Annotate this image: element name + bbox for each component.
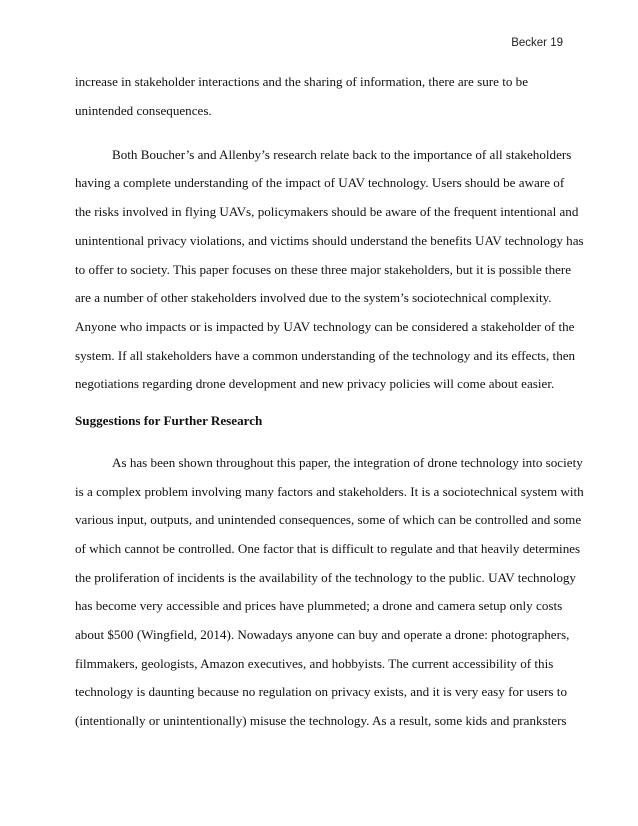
paragraph-3-line: (intentionally or unintentionally) misuse the technology. As a result, some kids and pranksters [75, 713, 567, 728]
section-heading: Suggestions for Further Research [75, 413, 263, 428]
paragraph-3-line: filmmakers, geologists, Amazon executives, and hobbyists. The current accessibility of this [75, 656, 554, 671]
paragraph-3-line: about $500 (Wingfield, 2014). Nowadays anyone can buy and operate a drone: photographers, [75, 627, 570, 642]
paragraph-2-line: negotiations regarding drone development and new privacy policies will come about easier. [75, 376, 555, 391]
paragraph-2-line: unintentional privacy violations, and victims should understand the benefits UAV technology has [75, 233, 584, 248]
paragraph-3-line: is a complex problem involving many factors and stakeholders. It is a sociotechnical system with [75, 484, 584, 499]
paragraph-3-line: As has been shown throughout this paper, the integration of drone technology into society [112, 455, 583, 470]
paragraph-2-line: to offer to society. This paper focuses on these three major stakeholders, but it is possible there [75, 262, 572, 277]
paragraph-3-line: various input, outputs, and unintended consequences, some of which can be controlled and some [75, 512, 582, 527]
paragraph-2-line: system. If all stakeholders have a common understanding of the technology and its effects, then [75, 348, 576, 363]
paragraph-2-line: having a complete understanding of the impact of UAV technology. Users should be aware of [75, 175, 565, 190]
paragraph-3-line: has become very accessible and prices have plummeted; a drone and camera setup only costs [75, 598, 563, 613]
paragraph-3-line: technology is daunting because no regulation on privacy exists, and it is very easy for users to [75, 684, 567, 699]
paragraph-2-line: the risks involved in flying UAVs, policymakers should be aware of the frequent intentional and [75, 204, 579, 219]
running-head: Becker 19 [511, 37, 563, 49]
paragraph-2-line: Both Boucher’s and Allenby’s research relate back to the importance of all stakeholders [112, 147, 572, 162]
paragraph-1-line: increase in stakeholder interactions and the sharing of information, there are sure to be [75, 74, 529, 89]
paragraph-2-line: are a number of other stakeholders involved due to the system’s sociotechnical complexity. [75, 290, 552, 305]
paragraph-2-line: Anyone who impacts or is impacted by UAV technology can be considered a stakeholder of the [75, 319, 575, 334]
paragraph-1-line: unintended consequences. [75, 103, 212, 118]
paragraph-3-line: of which cannot be controlled. One factor that is difficult to regulate and that heavily determines [75, 541, 581, 556]
paragraph-3-line: the proliferation of incidents is the availability of the technology to the public. UAV technology [75, 570, 576, 585]
